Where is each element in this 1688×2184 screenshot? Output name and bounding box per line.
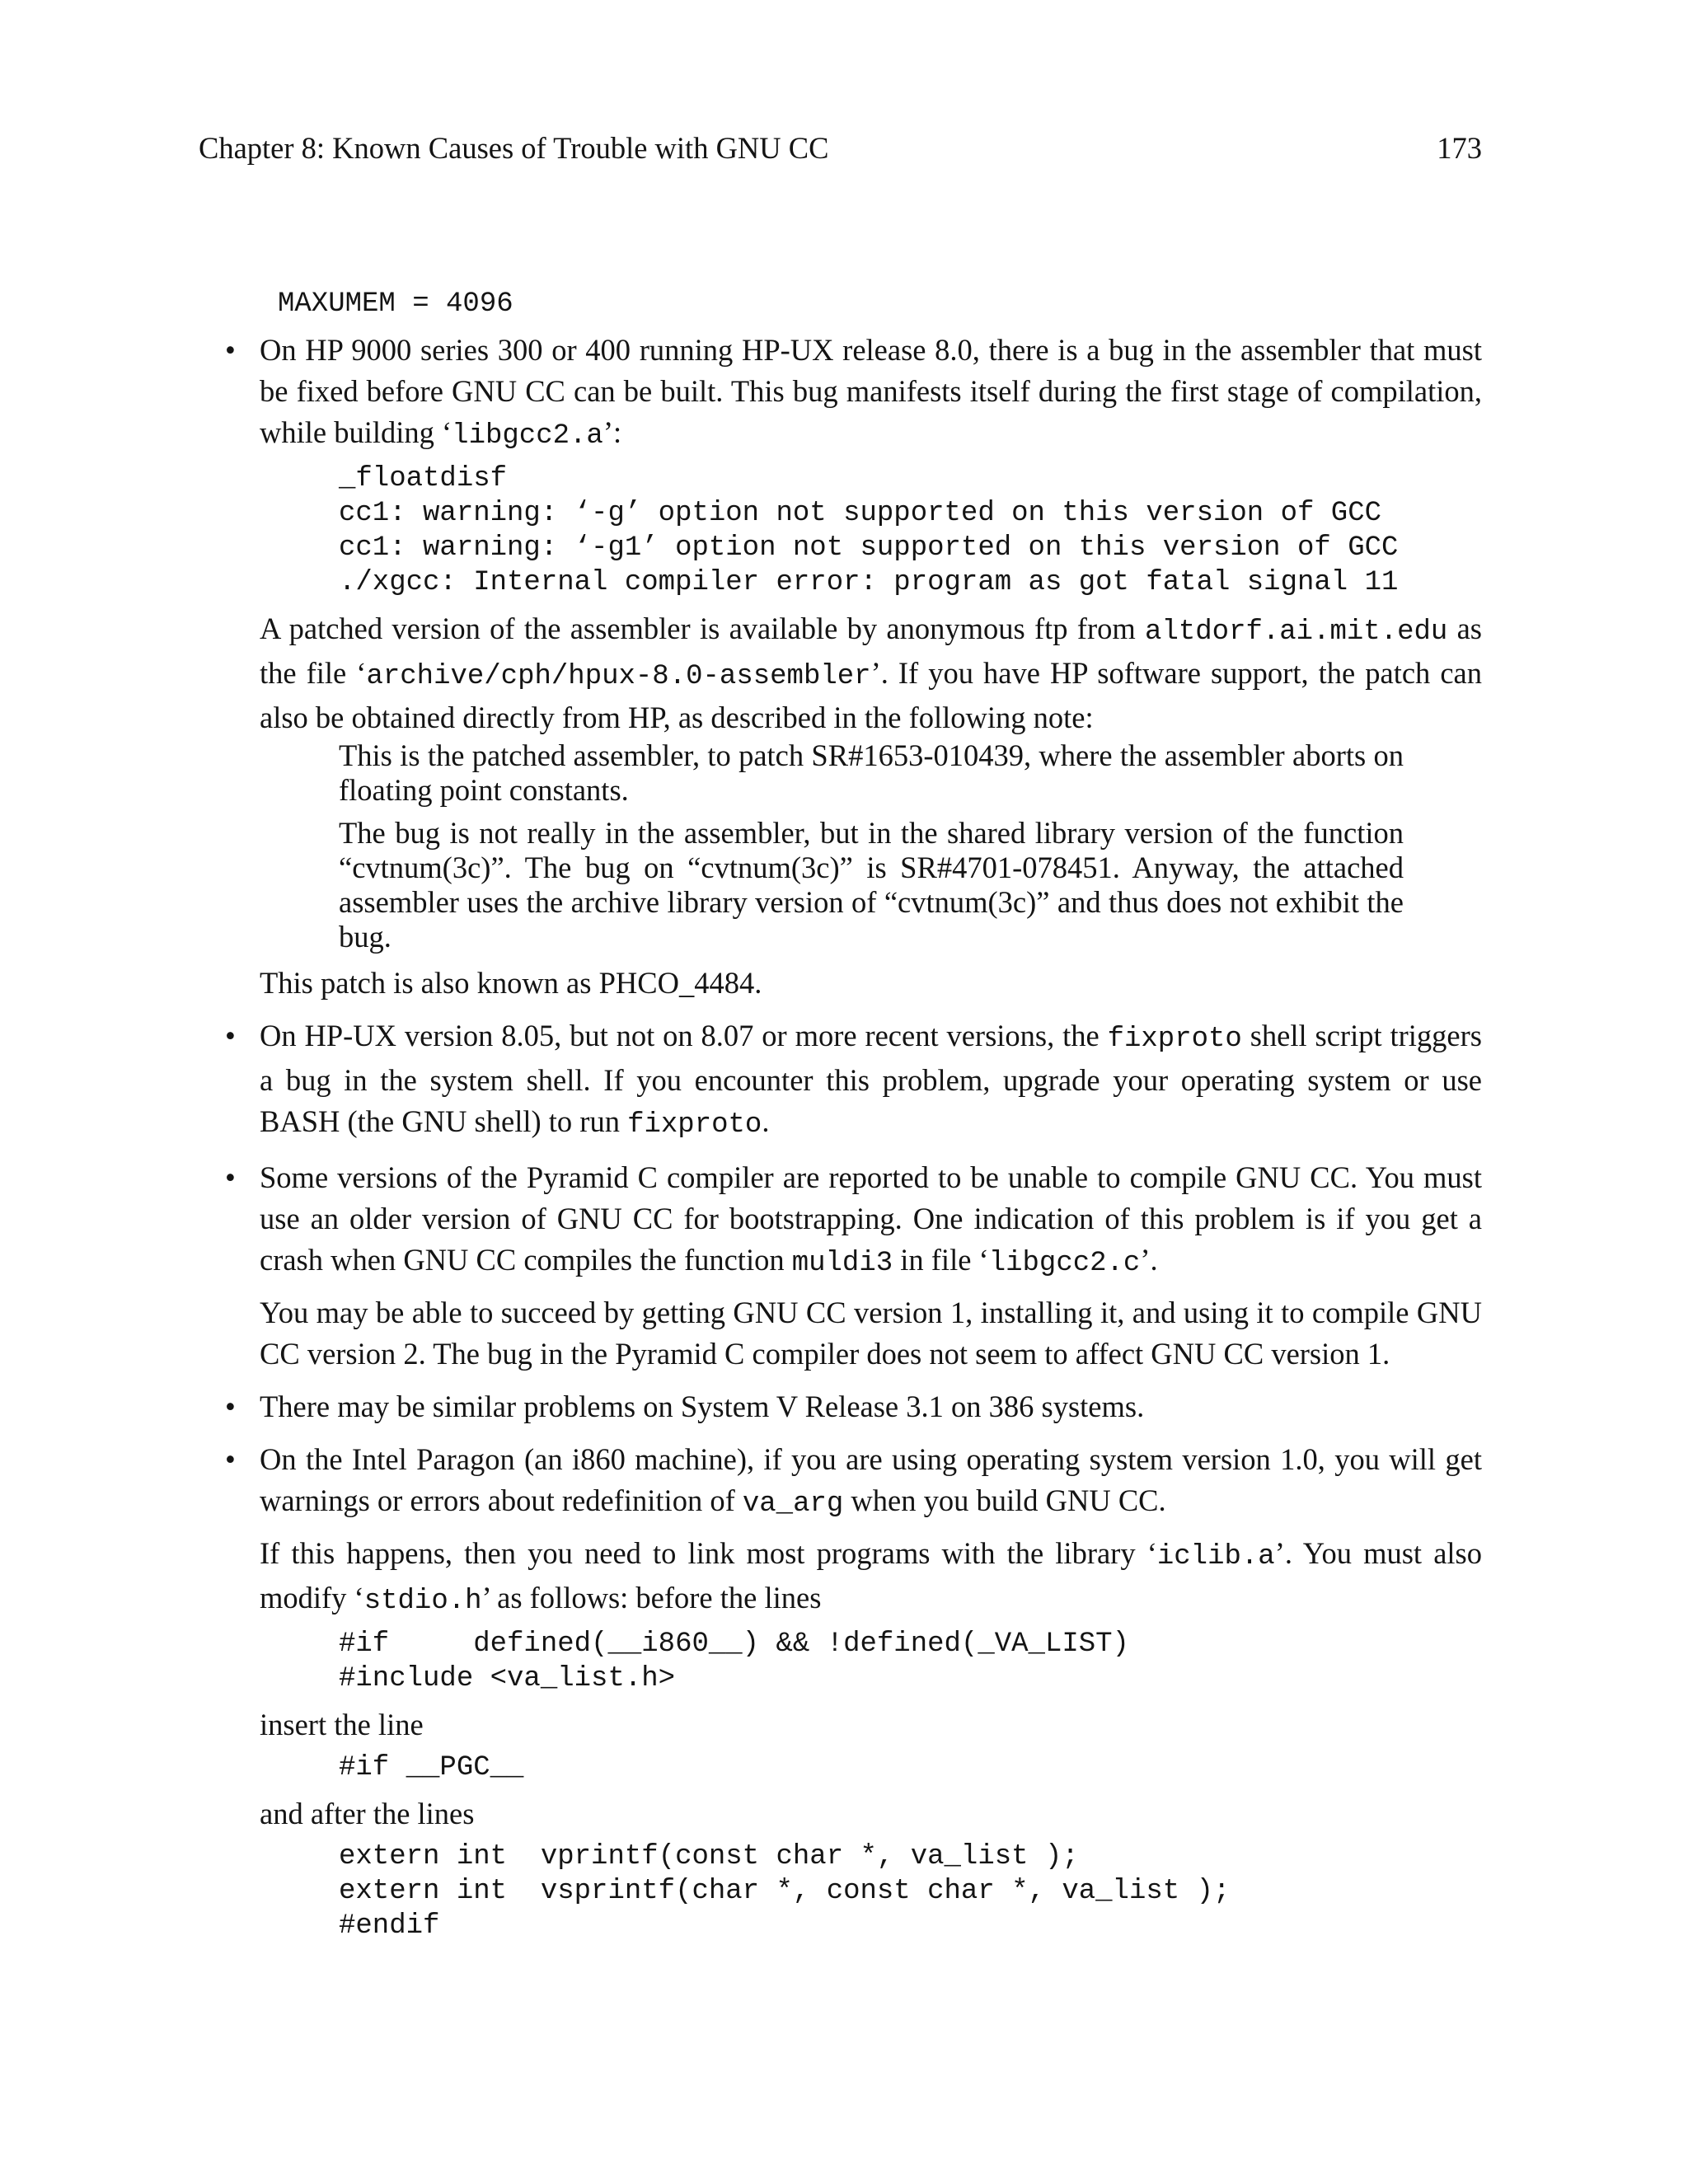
inline-code: stdio.h [363, 1586, 482, 1617]
page-number: 173 [1437, 131, 1482, 165]
bullet-icon: • [225, 333, 236, 367]
running-header [199, 129, 1482, 167]
inline-code: fixproto [1107, 1024, 1242, 1055]
page-body [199, 287, 1482, 1943]
paragraph: On HP-UX version 8.05, but not on 8.07 or more recent versions, the fixproto shell script triggers a bug in the system shell. If you encounter this problem, upgrade your operating system or use BASH (the GNU shell) to run fixproto. [260, 1019, 1482, 1141]
ftp-host: altdorf.ai.mit.edu [1145, 616, 1448, 648]
paragraph: and after the lines [260, 1797, 475, 1830]
file-path: archive/cph/hpux-8.0-assembler [366, 661, 871, 692]
chapter-title: Chapter 8: Known Causes of Trouble with GNU CC [199, 131, 829, 165]
bullet-icon: • [225, 1390, 236, 1423]
paragraph: Some versions of the Pyramid C compiler are reported to be unable to compile GNU CC. You must use an older version of GNU CC for bootstrapping. One indication of this problem is if you get a crash when GNU CC compiles the function muldi3 in file ‘libgcc2.c’. [260, 1160, 1482, 1279]
list-item-intel-paragon [199, 1439, 1482, 1943]
inline-code: iclib.a [1156, 1541, 1275, 1572]
list-item-hp9000 [199, 330, 1482, 1004]
inline-code: va_arg [742, 1488, 844, 1520]
paragraph: On HP 9000 series 300 or 400 running HP-UX release 8.0, there is a bug in the assembler that must be fixed before GNU CC can be built. This bug manifests itself during the first stage of compilation, while building ‘libgcc2.a’: [260, 333, 1482, 452]
inline-code: muldi3 [791, 1248, 893, 1279]
list-item-pyramid [199, 1157, 1482, 1375]
code-block-extern: extern int vprintf(const char *, va_list ); extern int vsprintf(char *, const char *, va_list ); #endif [339, 1841, 1231, 1942]
code-block-error-output: _floatdisf cc1: warning: ‘-g’ option not supported on this version of GCC cc1: warning: ‘-g1’ option not supported on this version of GCC ./xgcc: Internal compiler error: program as got fatal signal 11 [339, 463, 1399, 598]
paragraph: insert the line [260, 1708, 424, 1741]
inline-code: libgcc2.a [452, 420, 603, 452]
code-block-ifdef: #if defined(__i860__) && !defined(_VA_LIST) #include <va_list.h> [339, 1629, 1129, 1694]
paragraph: A patched version of the assembler is available by anonymous ftp from altdorf.ai.mit.edu as the file ‘archive/cph/hpux-8.0-assembler’. If you have HP software support, the patch can also be obtained directly from HP, as described in the following note: [260, 612, 1483, 734]
quote-paragraph: This is the patched assembler, to patch SR#1653-010439, where the assembler aborts on floating point constants. [339, 738, 1404, 807]
bullet-icon: • [225, 1442, 236, 1476]
list-item-hpux-fixproto [199, 1015, 1482, 1146]
bullet-icon: • [225, 1160, 236, 1194]
code-block-maxumem: MAXUMEM = 4096 [278, 288, 513, 320]
paragraph: On the Intel Paragon (an i860 machine), if you are using operating system version 1.0, you will get warnings or errors about redefinition of va_arg when you build GNU CC. [260, 1442, 1482, 1520]
bullet-icon: • [225, 1019, 236, 1052]
paragraph: There may be similar problems on System V Release 3.1 on 386 systems. [260, 1390, 1145, 1423]
paragraph: This patch is also known as PHCO_4484. [260, 966, 762, 1000]
paragraph: If this happens, then you need to link most programs with the library ‘iclib.a’. You must also modify ‘stdio.h’ as follows: before the lines [260, 1536, 1482, 1617]
paragraph: You may be able to succeed by getting GNU CC version 1, installing it, and using it to compile GNU CC version 2. The bug in the Pyramid C compiler does not seem to affect GNU CC version 1. [260, 1296, 1482, 1371]
code-block-pgc: #if __PGC__ [339, 1752, 524, 1783]
quoted-note [260, 738, 1482, 954]
inline-code: libgcc2.c [988, 1248, 1141, 1279]
trouble-list [199, 330, 1482, 1943]
inline-code: fixproto [627, 1109, 762, 1141]
quote-paragraph: The bug is not really in the assembler, but in the shared library version of the function “cvtnum(3c)”. The bug on “cvtnum(3c)” is SR#4701-078451. Anyway, the attached assembler uses the archive library version of “cvtnum(3c)” and thus does not exhibit the bug. [339, 816, 1404, 954]
list-item-system-v [199, 1386, 1482, 1427]
